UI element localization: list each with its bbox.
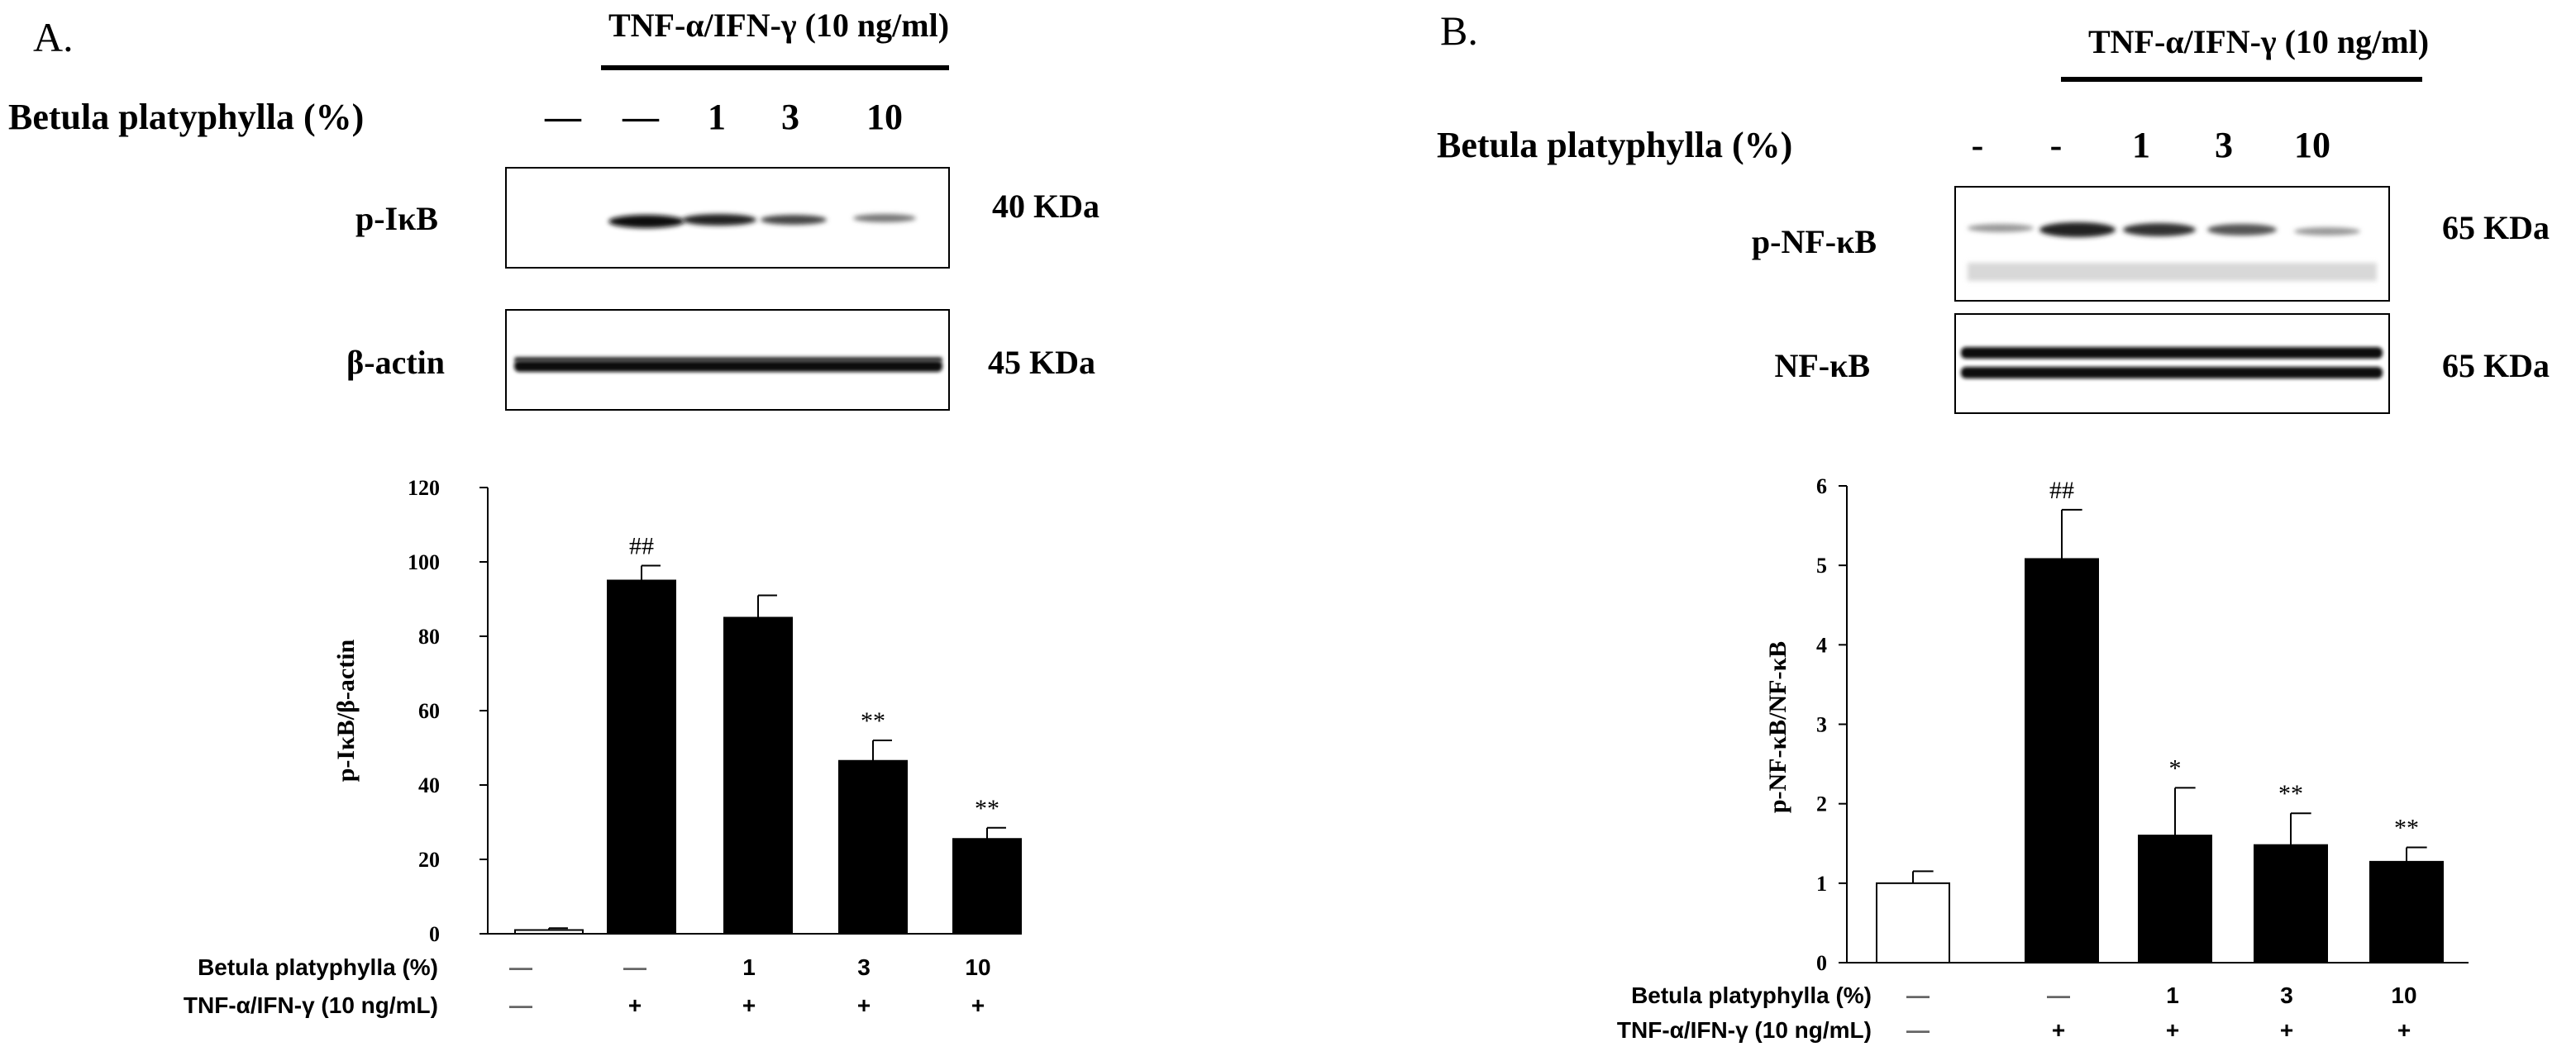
panel-b-blot2-label: NF-κB (1774, 347, 1870, 384)
panel-b-lane-1: - (1971, 125, 1984, 165)
chart-b-bar (2254, 845, 2327, 963)
panel-b-blot2-frame (1955, 314, 2389, 413)
chart-a-ytick-label: 20 (418, 848, 440, 872)
panel-a-blot1-label: p-IκB (355, 200, 438, 237)
chart-b-row2-label: TNF-α/IFN-γ (10 ng/mL) (1616, 1017, 1872, 1043)
panel-b-blot1-kda: 65 KDa (2442, 209, 2550, 246)
chart-b-row1-value: — (1906, 982, 1930, 1008)
panel-b-lane-4: 3 (2215, 125, 2233, 165)
panel-a-lane-4: 3 (781, 97, 799, 137)
chart-b-row2-value: — (1906, 1017, 1930, 1043)
panel-a-extract-header: Betula platyphylla (%) (8, 97, 365, 137)
panel-b-blot1-label: p-NF-κB (1751, 223, 1877, 260)
panel-b-lane-2: - (2049, 125, 2063, 165)
chart-b-row1-value: — (2047, 982, 2070, 1008)
chart-b-row2-value: + (2279, 1017, 2294, 1043)
chart-b-bar (2370, 862, 2443, 963)
chart-b-ytick-label: 6 (1816, 474, 1827, 498)
panel-a-letter: A. (33, 14, 74, 60)
chart-b-row2-value: + (2165, 1017, 2180, 1043)
chart-a-ytick-label: 40 (418, 773, 440, 797)
panel-a-treatment-header: TNF-α/IFN-γ (10 ng/ml) (608, 7, 950, 44)
chart-b-significance: ## (2049, 476, 2074, 504)
chart-a-ytick-label: 0 (429, 922, 440, 946)
panel-a-blot1-kda: 40 KDa (992, 188, 1100, 225)
chart-a-row1-value: — (509, 954, 532, 980)
chart-a-row2-value: — (509, 992, 532, 1018)
chart-b-ytick-label: 2 (1816, 792, 1827, 816)
panel-a-lane-1: — (545, 97, 581, 137)
chart-b-row2-value: + (2051, 1017, 2066, 1043)
panel-b-blot1-frame (1955, 187, 2389, 301)
chart-a-bar (608, 581, 675, 935)
panel-a-blot2-bands (514, 357, 942, 372)
chart-a-row2-value: + (742, 992, 756, 1018)
panel-b-treatment-header: TNF-α/IFN-γ (10 ng/ml) (2087, 23, 2430, 60)
chart-a-row1-value: — (623, 954, 646, 980)
panel-a-lane-3: 1 (708, 97, 726, 137)
chart-a-ytick-label: 60 (418, 699, 440, 723)
chart-a-bar (515, 930, 583, 935)
chart-b (1617, 474, 2469, 1043)
chart-a-significance: ** (975, 794, 999, 822)
chart-a-ytick-label: 100 (408, 550, 440, 574)
chart-a-row2-value: + (856, 992, 871, 1018)
chart-a-row1-value: 10 (965, 954, 991, 980)
panel-b-lane-3: 1 (2132, 125, 2150, 165)
chart-b-bar (2139, 835, 2211, 963)
panel-a-blot2-label: β-actin (346, 344, 445, 381)
panel-b-letter: B. (1440, 7, 1478, 54)
chart-b-row1-value: 10 (2391, 982, 2417, 1008)
chart-a-ytick-label: 80 (418, 625, 440, 649)
panel-b-extract-header: Betula platyphylla (%) (1437, 125, 1793, 165)
panel-b-blot2-kda: 65 KDa (2442, 347, 2550, 384)
chart-b-ytick-label: 1 (1816, 871, 1827, 896)
chart-b-significance: * (2168, 754, 2182, 783)
chart-b-ytick-label: 3 (1816, 712, 1827, 737)
chart-a-row1-value: 3 (857, 954, 871, 980)
panel-a-blot2-kda: 45 KDa (988, 344, 1095, 381)
chart-a-bar (724, 618, 792, 935)
chart-b-row1-label: Betula platyphylla (%) (1631, 982, 1872, 1008)
chart-a-significance: ** (861, 707, 885, 735)
chart-b-row1-value: 1 (2166, 982, 2179, 1008)
chart-a (184, 476, 1021, 1018)
chart-b-significance: ** (2278, 780, 2303, 808)
chart-a-significance: ## (629, 532, 654, 560)
panel-a-lane-2: — (623, 97, 659, 137)
chart-a-row2-label: TNF-α/IFN-γ (10 ng/mL) (183, 992, 438, 1018)
chart-a-row2-value: + (971, 992, 985, 1018)
chart-b-bar (1877, 883, 1949, 963)
chart-b-row1-value: 3 (2280, 982, 2293, 1008)
chart-b-bar (2025, 559, 2098, 963)
chart-a-ylabel: p-IκB/β-actin (332, 639, 360, 783)
chart-b-ytick-label: 5 (1816, 554, 1827, 578)
chart-a-row1-value: 1 (742, 954, 756, 980)
chart-b-ytick-label: 0 (1816, 951, 1827, 975)
chart-a-row1-label: Betula platyphylla (%) (198, 954, 438, 980)
panel-a-lane-5: 10 (866, 97, 903, 137)
chart-b-row2-value: + (2397, 1017, 2411, 1043)
chart-b-ytick-label: 4 (1816, 633, 1827, 658)
chart-a-row2-value: + (627, 992, 642, 1018)
chart-b-significance: ** (2394, 814, 2419, 842)
chart-a-bar (839, 761, 907, 934)
chart-a-bar (953, 839, 1021, 934)
chart-b-ylabel: p-NF-κB/NF-κB (1764, 640, 1791, 814)
chart-a-ytick-label: 120 (408, 476, 440, 500)
panel-b-lane-5: 10 (2294, 125, 2330, 165)
